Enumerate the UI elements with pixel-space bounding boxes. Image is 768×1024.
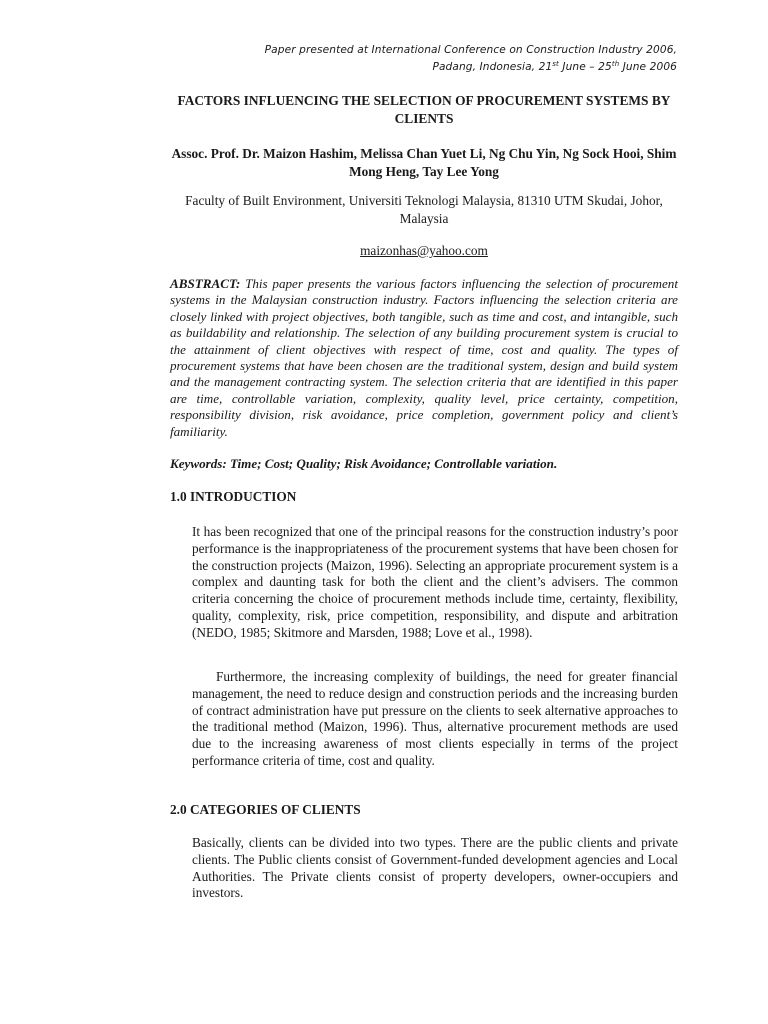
conference-note bbox=[157, 42, 677, 76]
ordinal-suffix-end: th bbox=[611, 60, 620, 68]
introduction-paragraph-1: It has been recognized that one of the principal reasons for the construction industry’s poor performance is the inappropriateness of the procurement systems that have been chosen for the construction projects (Maizon, 1996). Selecting an appropriate procurement system is a complex and daunting task for both the client and the client’s advisers. The common criteria concerning the choice of procurement methods include time, certainty, flexibility, quality, complexity, risk, price competition, responsibility, and dispute and arbitration (NEDO, 1985; Skitmore and Marsden, 1988; Love et al., 1998). bbox=[192, 524, 678, 640]
conference-note-line-1: Paper presented at International Conference on Construction Industry 2006, bbox=[264, 44, 677, 56]
section-heading-introduction: 1.0 INTRODUCTION bbox=[170, 489, 297, 504]
conference-note-line-2 bbox=[157, 59, 677, 76]
introduction-paragraph-2: Furthermore, the increasing complexity of buildings, the need for greater financial management, the need to reduce design and construction periods and the increasing burden of contract administration have put pressure on the clients to seek alternative approaches to the traditional method (Maizon, 1996). Thus, alternative procurement methods are used due to the increasing awareness of most clients especially in terms of the project performance criteria of time, cost and quality. bbox=[192, 669, 678, 768]
contact-email[interactable] bbox=[170, 242, 678, 260]
conference-date-end: June 2006 bbox=[619, 61, 677, 73]
clients-paragraph-1: Basically, clients can be divided into two types. There are the public clients and private clients. The Public clients consist of Government-funded development agencies and Local Authorities. The Private clients consist of property developers, owner-occupiers and investors. bbox=[192, 835, 678, 901]
author-affiliation: Faculty of Built Environment, Universiti Teknologi Malaysia, 81310 UTM Skudai, Johor, Malaysia bbox=[185, 193, 663, 226]
paper-title: FACTORS INFLUENCING THE SELECTION OF PROCUREMENT SYSTEMS BY CLIENTS bbox=[177, 93, 671, 126]
email-link[interactable]: maizonhas@yahoo.com bbox=[360, 243, 488, 258]
conference-date-middle: June – 25 bbox=[558, 61, 612, 73]
section-heading-categories-of-clients: 2.0 CATEGORIES OF CLIENTS bbox=[170, 802, 361, 817]
abstract-text: This paper presents the various factors influencing the selection of procurement systems in the Malaysian construction industry. Factors influencing the selection criteria are closely linked with project objectives, both tangible, such as time and cost, and intangible, such as buildability and relationship. The selection of any building procurement system is crucial to the attainment of client objectives with respect of time, cost and quality. The types of procurement systems that have been chosen are the traditional system, design and build system and the management contracting system. The selection criteria that are identified in this paper are time, controllable variation, complexity, quality level, price certainty, competition, responsibility division, risk avoidance, price completion, government policy and client’s familiarity. bbox=[170, 276, 678, 439]
paper-authors: Assoc. Prof. Dr. Maizon Hashim, Melissa Chan Yuet Li, Ng Chu Yin, Ng Sock Hooi, Shim Mong Heng, Tay Lee Yong bbox=[171, 146, 677, 179]
conference-location: Padang, Indonesia, 21 bbox=[432, 61, 553, 73]
abstract bbox=[170, 276, 678, 440]
keywords: Keywords: Time; Cost; Quality; Risk Avoidance; Controllable variation. bbox=[170, 456, 558, 471]
ordinal-suffix-start: st bbox=[552, 60, 559, 68]
abstract-label: ABSTRACT: bbox=[170, 276, 241, 291]
